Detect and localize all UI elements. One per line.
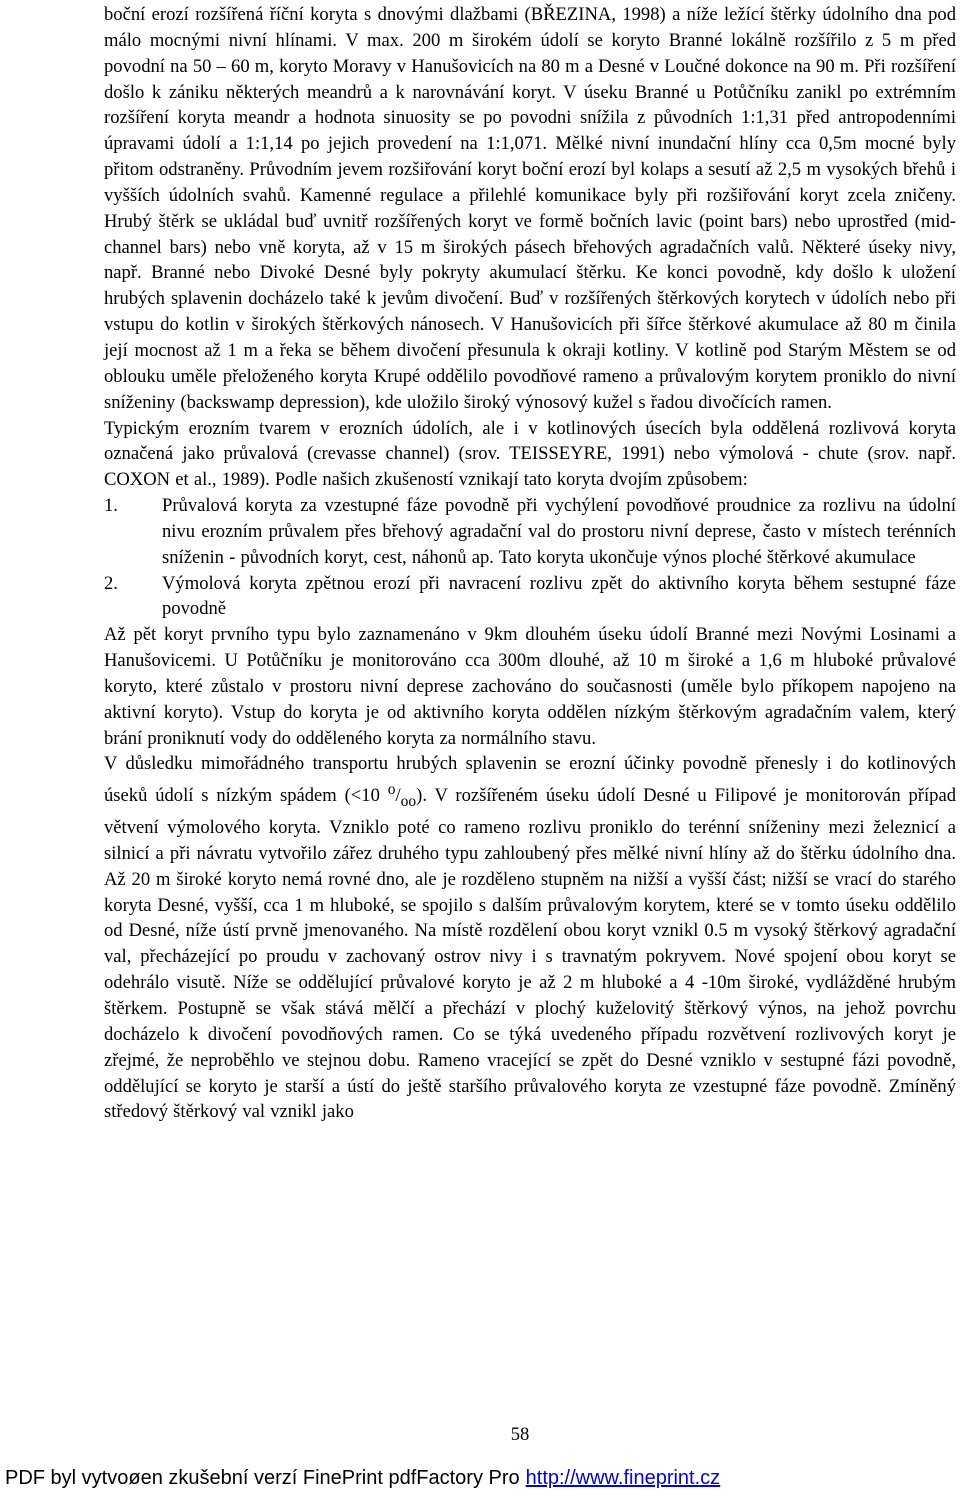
list-number: 1. xyxy=(104,495,118,517)
list-item xyxy=(104,493,956,571)
paragraph: V důsledku mimořádného transportu hrubých splavenin se erozní účinky povodně přenesly i do kotlinových úseků údolí s nízkým spádem (<10 $^o/_{oo}$). V rozšířeném úseku údolí Desné u Filipové je monitorován případ větvení výmolového koryta. Vzniklo poté co rameno rozlivu proniklo do terénní sníženiny mezi železnicí a silnicí a při návratu vytvořilo zářez druhého typu zahloubený přes mělké nivní hlíny až do štěrku údolního dna. Až 20 m široké koryto nemá rovné dno, ale je rozděleno stupněm na nižší a vyšší část; nižší se vrací do starého koryta Desné, vyšší, cca 1 m hluboké, se spojilo s dalším průvalovým korytem, které se v tomto úseku oddělilo od Desné, níže ústí prvně jmenovaného. Na místě rozdělení obou koryt vznikl 0.5 m vysoký štěrkový agradační val, přecházející po proudu v zachovaný ostrov nivy i s travnatým pokryvem. Nové spojení obou koryt se odehrálo visutě. Níže se oddělující průvalové koryto je až 2 m hluboké a 4 -10m široké, vydlážděné hrubým štěrkem. Postupně se však stává mělčí a přechází v plochý kuželovitý štěrkový výnos, na jehož povrchu docházelo k divočení povodňových ramen. Co se týká uvedeného případu rozvětvení rozlivových koryt je zřejmé, že neproběhlo ve stejnou dobu. Rameno vracející se zpět do Desné vzniklo v sestupné fázi povodně, oddělující se koryto je starší a ústí do ještě staršího průvalového koryta ze vzestupné fáze povodně. Zmíněný středový štěrkový val vznikl jako xyxy=(104,753,957,1123)
paragraph: boční erozí rozšířená říční koryta s dnovými dlažbami (BŘEZINA, 1998) a níže ležící štěrky údolního dna pod málo mocnými nivní hlínami. V max. 200 m širokém údolí se koryto Branné lokálně rozšířilo z 5 m před povodní na 50 – 60 m, koryto Moravy v Hanušovicích na 80 m a Desné v Loučné dokonce na 90 m. Při rozšíření došlo k zániku některých meandrů a k narovnávání koryt. V úseku Branné u Potůčníku zanikl po extrémním rozšíření koryta meandr a hodnota sinuosity se po povodni snížila z původních 1:1,31 před antropodenními úpravami údolí a 1:1,14 po jejich provedení na 1:1,071. Mělké nivní inundační hlíny cca 0,5m mocné byly přitom odstraněny. Průvodním jevem rozšiřování koryt boční erozí byl kolaps a sesutí až 2,5 m vysokých břehů i vyšších údolních svahů. Kamenné regulace a přilehlé komunikace byly při rozšiřování koryt zcela zničeny. Hrubý štěrk se ukládal buď uvnitř rozšířených koryt ve formě bočních lavic (point bars) nebo uprostřed (mid-channel bars) nebo vně koryta, až v 15 m širokých pásech břehových agradačních valů. Některé úseky nivy, např. Branné nebo Divoké Desné byly pokryty akumulací štěrku. Ke konci povodně, kdy došlo k uložení hrubých splavenin docházelo také k jevům divočení. Buď v rozšířených štěrkových korytech v údolích nebo při vstupu do kotlin v širokých štěrkových nánosech. V Hanušovicích při šířce štěrkové akumulace až 80 m činila její mocnost až 1 m a řeka se během divočení přesunula k okraji kotliny. V kotlině pod Starým Městem se od oblouku uměle přeloženého koryta Krupé oddělilo povodňové rameno a průvalovým korytem proniklo do nivní sníženiny (backswamp depression), kde uložilo široký výnosový kužel s řadou divočících ramen. xyxy=(104,4,956,413)
page-number: 58 xyxy=(510,1424,530,1445)
list-item xyxy=(104,571,956,623)
superscript: o xyxy=(387,781,396,799)
footer-text: PDF byl vytvoøen zkušební verzí FinePrint pdfFactory Pro xyxy=(5,1467,520,1489)
list-text: Průvalová koryta za vzestupné fáze povodně při vychýlení povodňové proudnice za rozlivu na údolní nivu erozním průvalem přes břehový agradační val do prostoru nivní deprese, často v místech terénních sníženin - původních koryt, cest, náhonů ap. Tato koryta ukončuje výnos ploché štěrkové akumulace xyxy=(162,495,956,568)
paragraph-text: ). V rozšířeném úseku údolí Desné u Filipové je monitorován případ větvení výmolového koryta. Vzniklo poté co rameno rozlivu proniklo do terénní sníženiny mezi železnicí a silnicí a při návratu vytvořilo zářez druhého typu zahloubený přes mělké nivní hlíny až do štěrku údolního dna. Až 20 m široké koryto nemá rovné dno, ale je rozděleno stupněm na nižší a vyšší část; nižší se vrací do starého koryta Desné, vyšší, cca 1 m hluboké, se spojilo s dalším průvalovým korytem, které se v tomto úseku oddělilo od Desné, níže ústí prvně jmenovaného. Na místě rozdělení obou koryt vznikl 0.5 m vysoký štěrkový agradační val, přecházející po proudu v zachovaný ostrov nivy i s travnatým pokryvem. Nové spojení obou koryt se odehrálo visutě. Níže se oddělující průvalové koryto je až 2 m hluboké a 4 -10m široké, vydlážděné hrubým štěrkem. Postupně se však stává mělčí a přechází v plochý kuželovitý štěrkový výnos, na jehož povrchu docházelo k divočení povodňových ramen. Co se týká uvedeného případu rozvětvení rozlivových koryt je zřejmé, že neproběhlo ve stejnou dobu. Rameno vracející se zpět do Desné vzniklo v sestupné fázi povodně, oddělující se koryto je starší a ústí do ještě staršího průvalového koryta ze vzestupné fáze povodně. Zmíněný středový štěrkový val vznikl jako xyxy=(104,785,957,1123)
list-text: Výmolová koryta zpětnou erozí při navracení rozlivu zpět do aktivního koryta během sestupné fáze povodně xyxy=(162,572,956,620)
footer-link[interactable]: http://www.fineprint.cz xyxy=(525,1467,721,1489)
subscript: oo xyxy=(400,793,417,811)
pdf-footer xyxy=(5,1467,720,1490)
document-body xyxy=(104,2,956,1125)
paragraph: Až pět koryt prvního typu bylo zaznamenáno v 9km dlouhém úseku údolí Branné mezi Novými Losinami a Hanušovicemi. U Potůčníku je monitorováno cca 300m dlouhé, až 10 m široké a 1,6 m hluboké průvalové koryto, které zůstalo v prostoru nivní deprese zachováno do současnosti (uměle bylo příkopem napojeno na aktivní koryto). Vstup do koryta je od aktivního koryta oddělen nízkým štěrkovým agradačním valem, který brání proniknutí vody do odděleného koryta za normálního stavu. xyxy=(104,624,956,749)
list-number: 2. xyxy=(104,572,118,594)
paragraph: Typickým erozním tvarem v erozních údolích, ale i v kotlinových úsecích byla oddělená rozlivová koryta označená jako průvalová (crevasse channel) (srov. TEISSEYRE, 1991) nebo výmolová - chute (srov. např. COXON et al., 1989). Podle našich zkušeností vznikají tato koryta dvojím způsobem: xyxy=(104,417,956,491)
paragraph-text: V důsledku mimořádného transportu hrubých splavenin se erozní účinky povodně přenesly i do kotlinových úseků údolí s nízkým spádem (<10 xyxy=(104,753,956,807)
